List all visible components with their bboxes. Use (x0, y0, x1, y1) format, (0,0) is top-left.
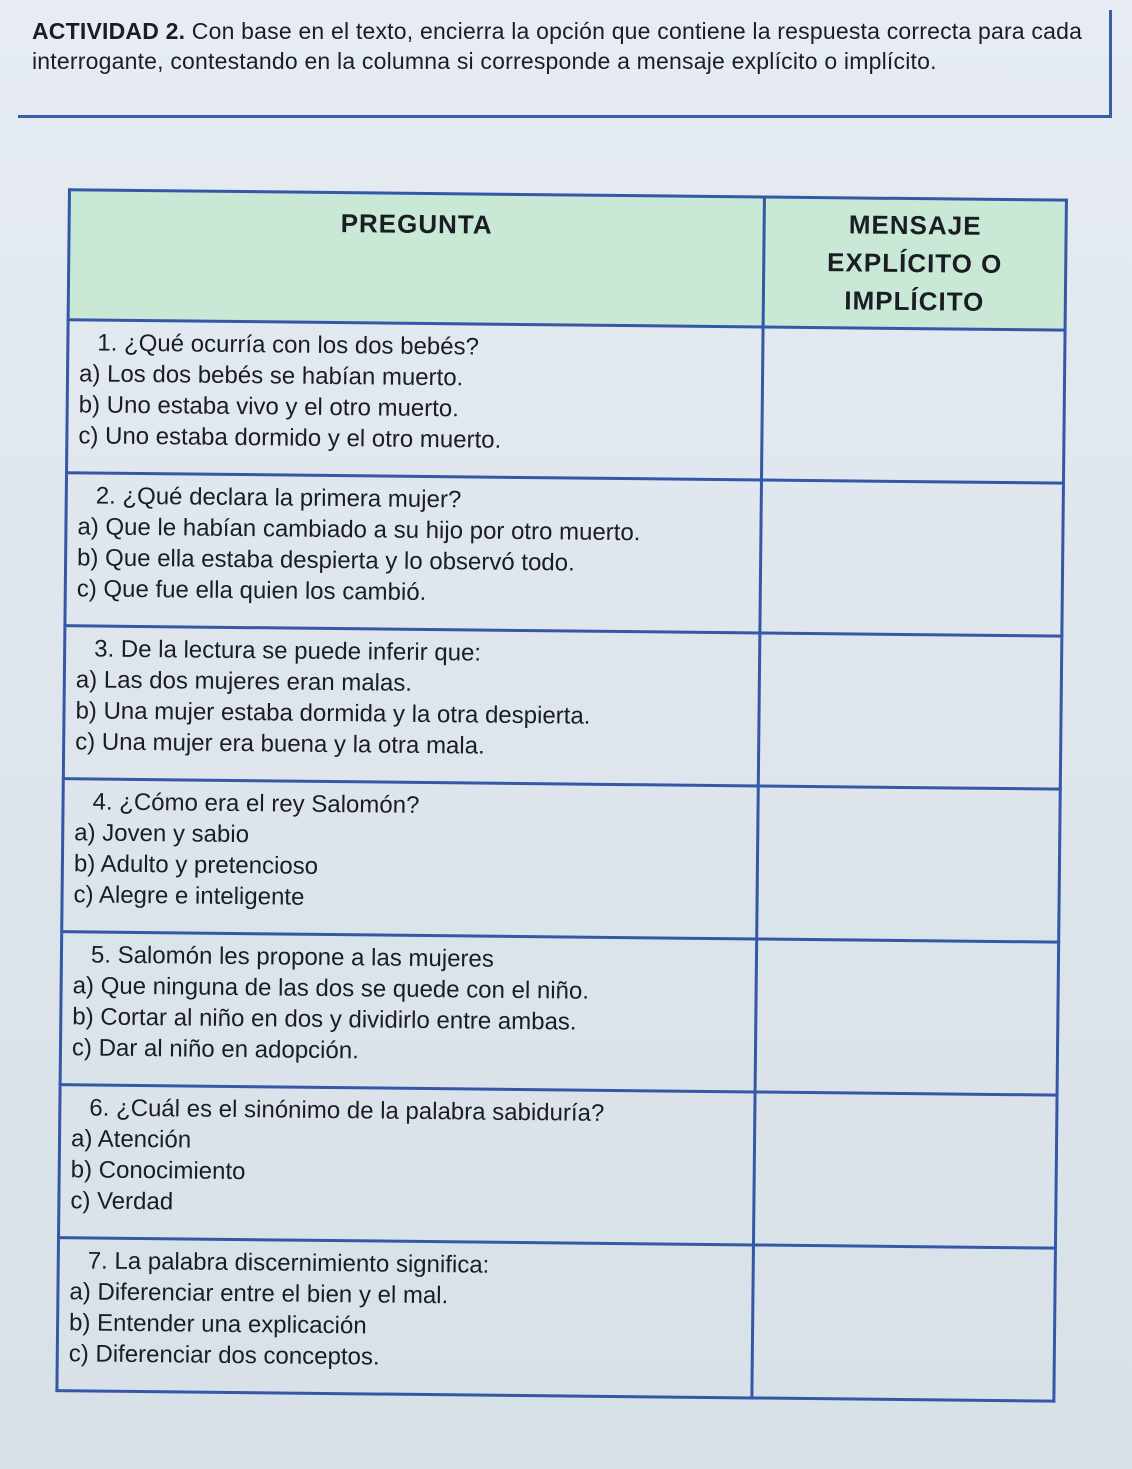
question-cell (57, 1238, 754, 1398)
instructions-text (18, 10, 1109, 76)
option-a[interactable]: a) Que le habían cambiado a su hijo por otro muerto. (77, 513, 641, 547)
answer-cell[interactable] (753, 1092, 1057, 1248)
answer-cell[interactable] (752, 1245, 1056, 1401)
option-b[interactable]: b) Una mujer estaba dormida y la otra despierta. (75, 697, 591, 730)
answer-cell[interactable] (755, 939, 1059, 1095)
question-cell (62, 779, 759, 939)
option-b[interactable]: b) Que ella estaba despierta y lo observó todo. (76, 544, 575, 577)
question-cell (63, 626, 760, 786)
question-text: 2. ¿Qué declara la primera mujer? (95, 482, 462, 514)
table-row (62, 779, 1061, 942)
option-c[interactable]: c) Uno estaba dormido y el otro muerto. (78, 422, 502, 454)
header-message-line2: EXPLÍCITO O (826, 247, 1003, 279)
option-c[interactable]: c) Una mujer era buena y la otra mala. (75, 728, 485, 760)
option-b[interactable]: b) Entender una explicación (68, 1309, 367, 1340)
question-text: 4. ¿Cómo era el rey Salomón? (92, 788, 420, 819)
option-b[interactable]: b) Adulto y pretencioso (73, 850, 319, 880)
question-text: 7. La palabra discernimiento significa: (87, 1247, 490, 1279)
instructions-box (18, 10, 1112, 118)
question-cell (67, 320, 764, 480)
question-text: 3. De la lectura se puede inferir que: (94, 635, 482, 667)
table-row (67, 320, 1066, 483)
question-text: 5. Salomón les propone a las mujeres (90, 941, 494, 973)
option-c[interactable]: c) Que fue ella quien los cambió. (76, 575, 427, 606)
header-message-line1: MENSAJE (848, 209, 982, 241)
answer-cell[interactable] (758, 633, 1062, 789)
option-a[interactable]: a) Las dos mujeres eran malas. (75, 666, 413, 697)
header-message (763, 197, 1066, 330)
option-b[interactable]: b) Uno estaba vivo y el otro muerto. (78, 391, 460, 423)
table-row (65, 473, 1064, 636)
option-a[interactable]: a) Joven y sabio (74, 819, 250, 849)
answer-cell[interactable] (761, 327, 1065, 483)
question-table-sheet (35, 188, 1088, 1403)
question-text: 6. ¿Cuál es el sinónimo de la palabra sabiduría? (89, 1094, 605, 1127)
table-row (63, 626, 1062, 789)
option-c[interactable]: c) Dar al niño en adopción. (71, 1034, 359, 1065)
question-table (55, 188, 1068, 1402)
header-message-line3: IMPLÍCITO (844, 285, 985, 317)
question-cell (59, 1085, 756, 1245)
table-row (59, 1085, 1058, 1248)
option-c[interactable]: c) Verdad (70, 1187, 174, 1216)
answer-cell[interactable] (760, 480, 1064, 636)
question-text: 1. ¿Qué ocurría con los dos bebés? (97, 329, 480, 361)
option-a[interactable]: a) Diferenciar entre el bien y el mal. (69, 1278, 449, 1310)
table-row (57, 1238, 1056, 1401)
activity-title: ACTIVIDAD 2. (32, 18, 186, 44)
question-cell (60, 932, 757, 1092)
question-cell (65, 473, 762, 633)
option-c[interactable]: c) Diferenciar dos conceptos. (68, 1340, 380, 1371)
answer-cell[interactable] (757, 786, 1061, 942)
header-question: PREGUNTA (68, 190, 764, 327)
option-c[interactable]: c) Alegre e inteligente (73, 881, 305, 911)
table-row (60, 932, 1059, 1095)
option-b[interactable]: b) Cortar al niño en dos y dividirlo entre ambas. (72, 1003, 577, 1036)
instructions-body: Con base en el texto, encierra la opción que contiene la respuesta correcta para cada interrogante, contestando en la columna si corresponde a mensaje explícito o implícito. (32, 18, 1083, 74)
option-a[interactable]: a) Que ninguna de las dos se quede con el niño. (72, 972, 590, 1005)
option-a[interactable]: a) Los dos bebés se habían muerto. (78, 360, 464, 392)
option-b[interactable]: b) Conocimiento (70, 1156, 246, 1186)
table-header-row (68, 190, 1066, 330)
option-a[interactable]: a) Atención (70, 1125, 192, 1154)
